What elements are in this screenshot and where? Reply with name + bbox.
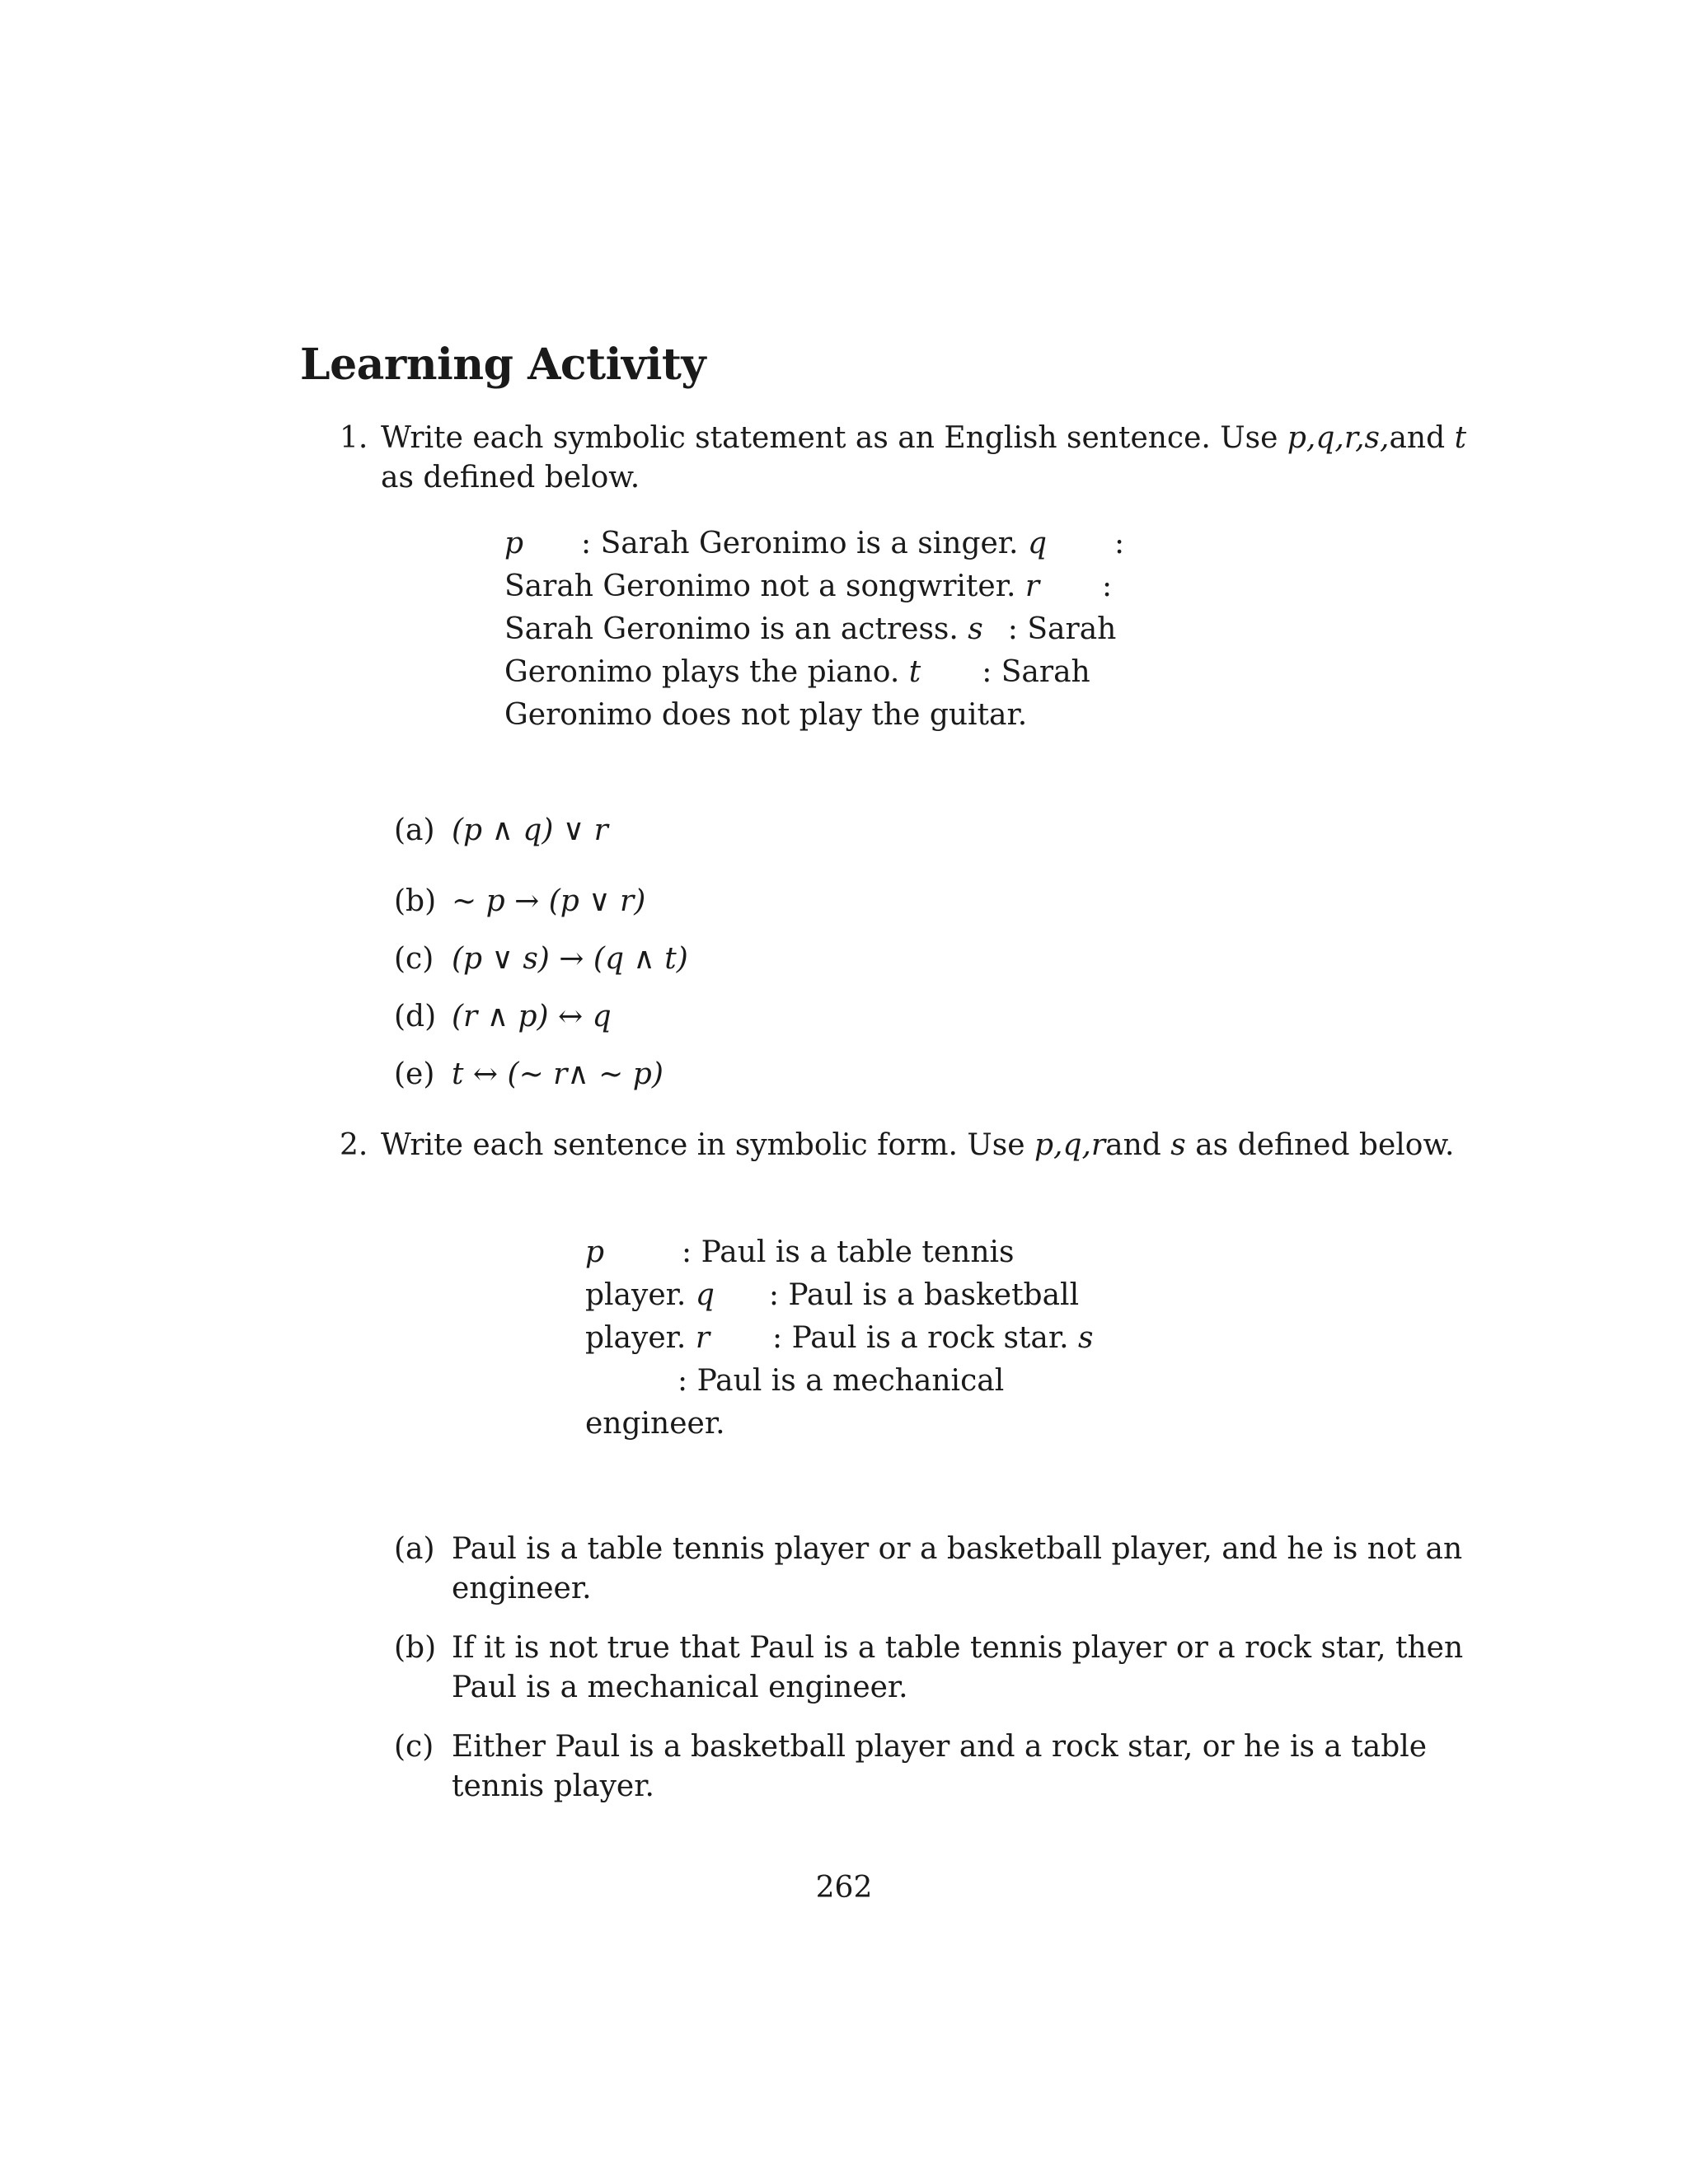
q2-item-label: (b)	[394, 1631, 437, 1665]
var: p	[585, 1235, 605, 1269]
q1-item-label: (a)	[394, 813, 435, 847]
q2-definitions	[585, 1231, 1096, 1446]
q2-item-line: Paul is a mechanical engineer.	[452, 1671, 908, 1704]
def-text: : Paul is a table tennis	[682, 1235, 1015, 1269]
def-text: : Paul is a mechanical	[678, 1364, 1005, 1398]
q1-def-line	[504, 694, 1081, 737]
q1-item-expression: (p ∨ s) → (q ∧ t)	[452, 942, 688, 976]
q1-item-expression: t ↔ (~ r∧ ~ p)	[452, 1057, 663, 1091]
def-text: engineer.	[585, 1407, 725, 1441]
q1-prompt-text: Write each symbolic statement as an English sentence. Use	[381, 421, 1287, 455]
var: s	[968, 612, 983, 646]
def-text: : Sarah	[982, 655, 1090, 689]
q2-prompt-text: Write each sentence in symbolic form. Use	[381, 1128, 1034, 1162]
q1-item-label: (e)	[394, 1057, 435, 1091]
q2-item-label: (a)	[394, 1532, 435, 1566]
def-text: Sarah Geronimo is an actress.	[504, 612, 968, 646]
q1-prompt-and: and	[1389, 421, 1455, 455]
q1-item-expression: ~ p → (p ∨ r)	[452, 884, 646, 918]
q2-item-line: tennis player.	[452, 1769, 654, 1803]
def-text: player.	[585, 1278, 696, 1312]
q2-item-line: Either Paul is a basketball player and a rock star, or he is a table	[452, 1730, 1428, 1764]
q2-def-line	[585, 1274, 1096, 1317]
q2-def-line	[585, 1360, 1096, 1403]
var: p	[504, 527, 524, 560]
q1-definitions	[504, 523, 1125, 737]
q1-def-line	[504, 523, 1125, 565]
def-text: :	[1102, 569, 1113, 603]
q2-item-line: If it is not true that Paul is a table tennis player or a rock star, then	[452, 1631, 1464, 1665]
q1-item-expression: (r ∧ p) ↔ q	[452, 1000, 612, 1033]
question-1-prompt-line2: as defined below.	[381, 461, 640, 494]
question-1-number: 1.	[340, 421, 368, 455]
q2-prompt-vars: p,q,r	[1034, 1128, 1106, 1162]
question-2-prompt	[381, 1126, 1454, 1165]
var: t	[908, 655, 921, 689]
q2-item-label: (c)	[394, 1730, 434, 1764]
q1-item-expression: (p ∧ q) ∨ r	[452, 813, 608, 847]
q1-prompt-t: t	[1454, 421, 1467, 455]
page-number: 262	[815, 1871, 873, 1905]
var: r	[695, 1321, 710, 1355]
q1-def-line	[504, 651, 1090, 694]
def-text: Geronimo plays the piano.	[504, 655, 909, 689]
def-text: Geronimo does not play the guitar.	[504, 698, 1028, 732]
question-2-number: 2.	[340, 1128, 368, 1162]
q1-def-line	[504, 565, 1113, 608]
question-1-prompt-line1	[381, 419, 1466, 458]
def-text: : Sarah Geronimo is a singer.	[581, 527, 1028, 560]
q1-item-label: (d)	[394, 1000, 437, 1033]
q2-prompt-and: and	[1105, 1128, 1171, 1162]
q2-item-line: engineer.	[452, 1572, 592, 1605]
def-text: : Paul is a basketball	[768, 1278, 1080, 1312]
def-text: : Sarah	[1007, 612, 1117, 646]
q1-prompt-vars: p,q,r,s,	[1287, 421, 1390, 455]
q1-item-label: (b)	[394, 884, 437, 918]
q2-prompt-s: s	[1170, 1128, 1186, 1162]
def-text: player.	[585, 1321, 696, 1355]
def-text: : Paul is a rock star.	[772, 1321, 1078, 1355]
var: q	[1027, 527, 1047, 560]
q2-def-line	[585, 1317, 1096, 1360]
var: s	[1078, 1321, 1094, 1355]
var: q	[695, 1278, 715, 1312]
q1-item-label: (c)	[394, 942, 434, 976]
def-text: Sarah Geronimo not a songwriter.	[504, 569, 1025, 603]
q2-item-line: Paul is a table tennis player or a basketball player, and he is not an	[452, 1532, 1463, 1566]
var: r	[1025, 569, 1040, 603]
q2-def-line	[585, 1231, 1096, 1274]
q2-prompt-text-end: as defined below.	[1185, 1128, 1455, 1162]
def-text: :	[1114, 527, 1125, 560]
q2-def-line	[585, 1403, 1096, 1446]
page-heading: Learning Activity	[300, 340, 706, 390]
q1-def-line	[504, 608, 1117, 651]
